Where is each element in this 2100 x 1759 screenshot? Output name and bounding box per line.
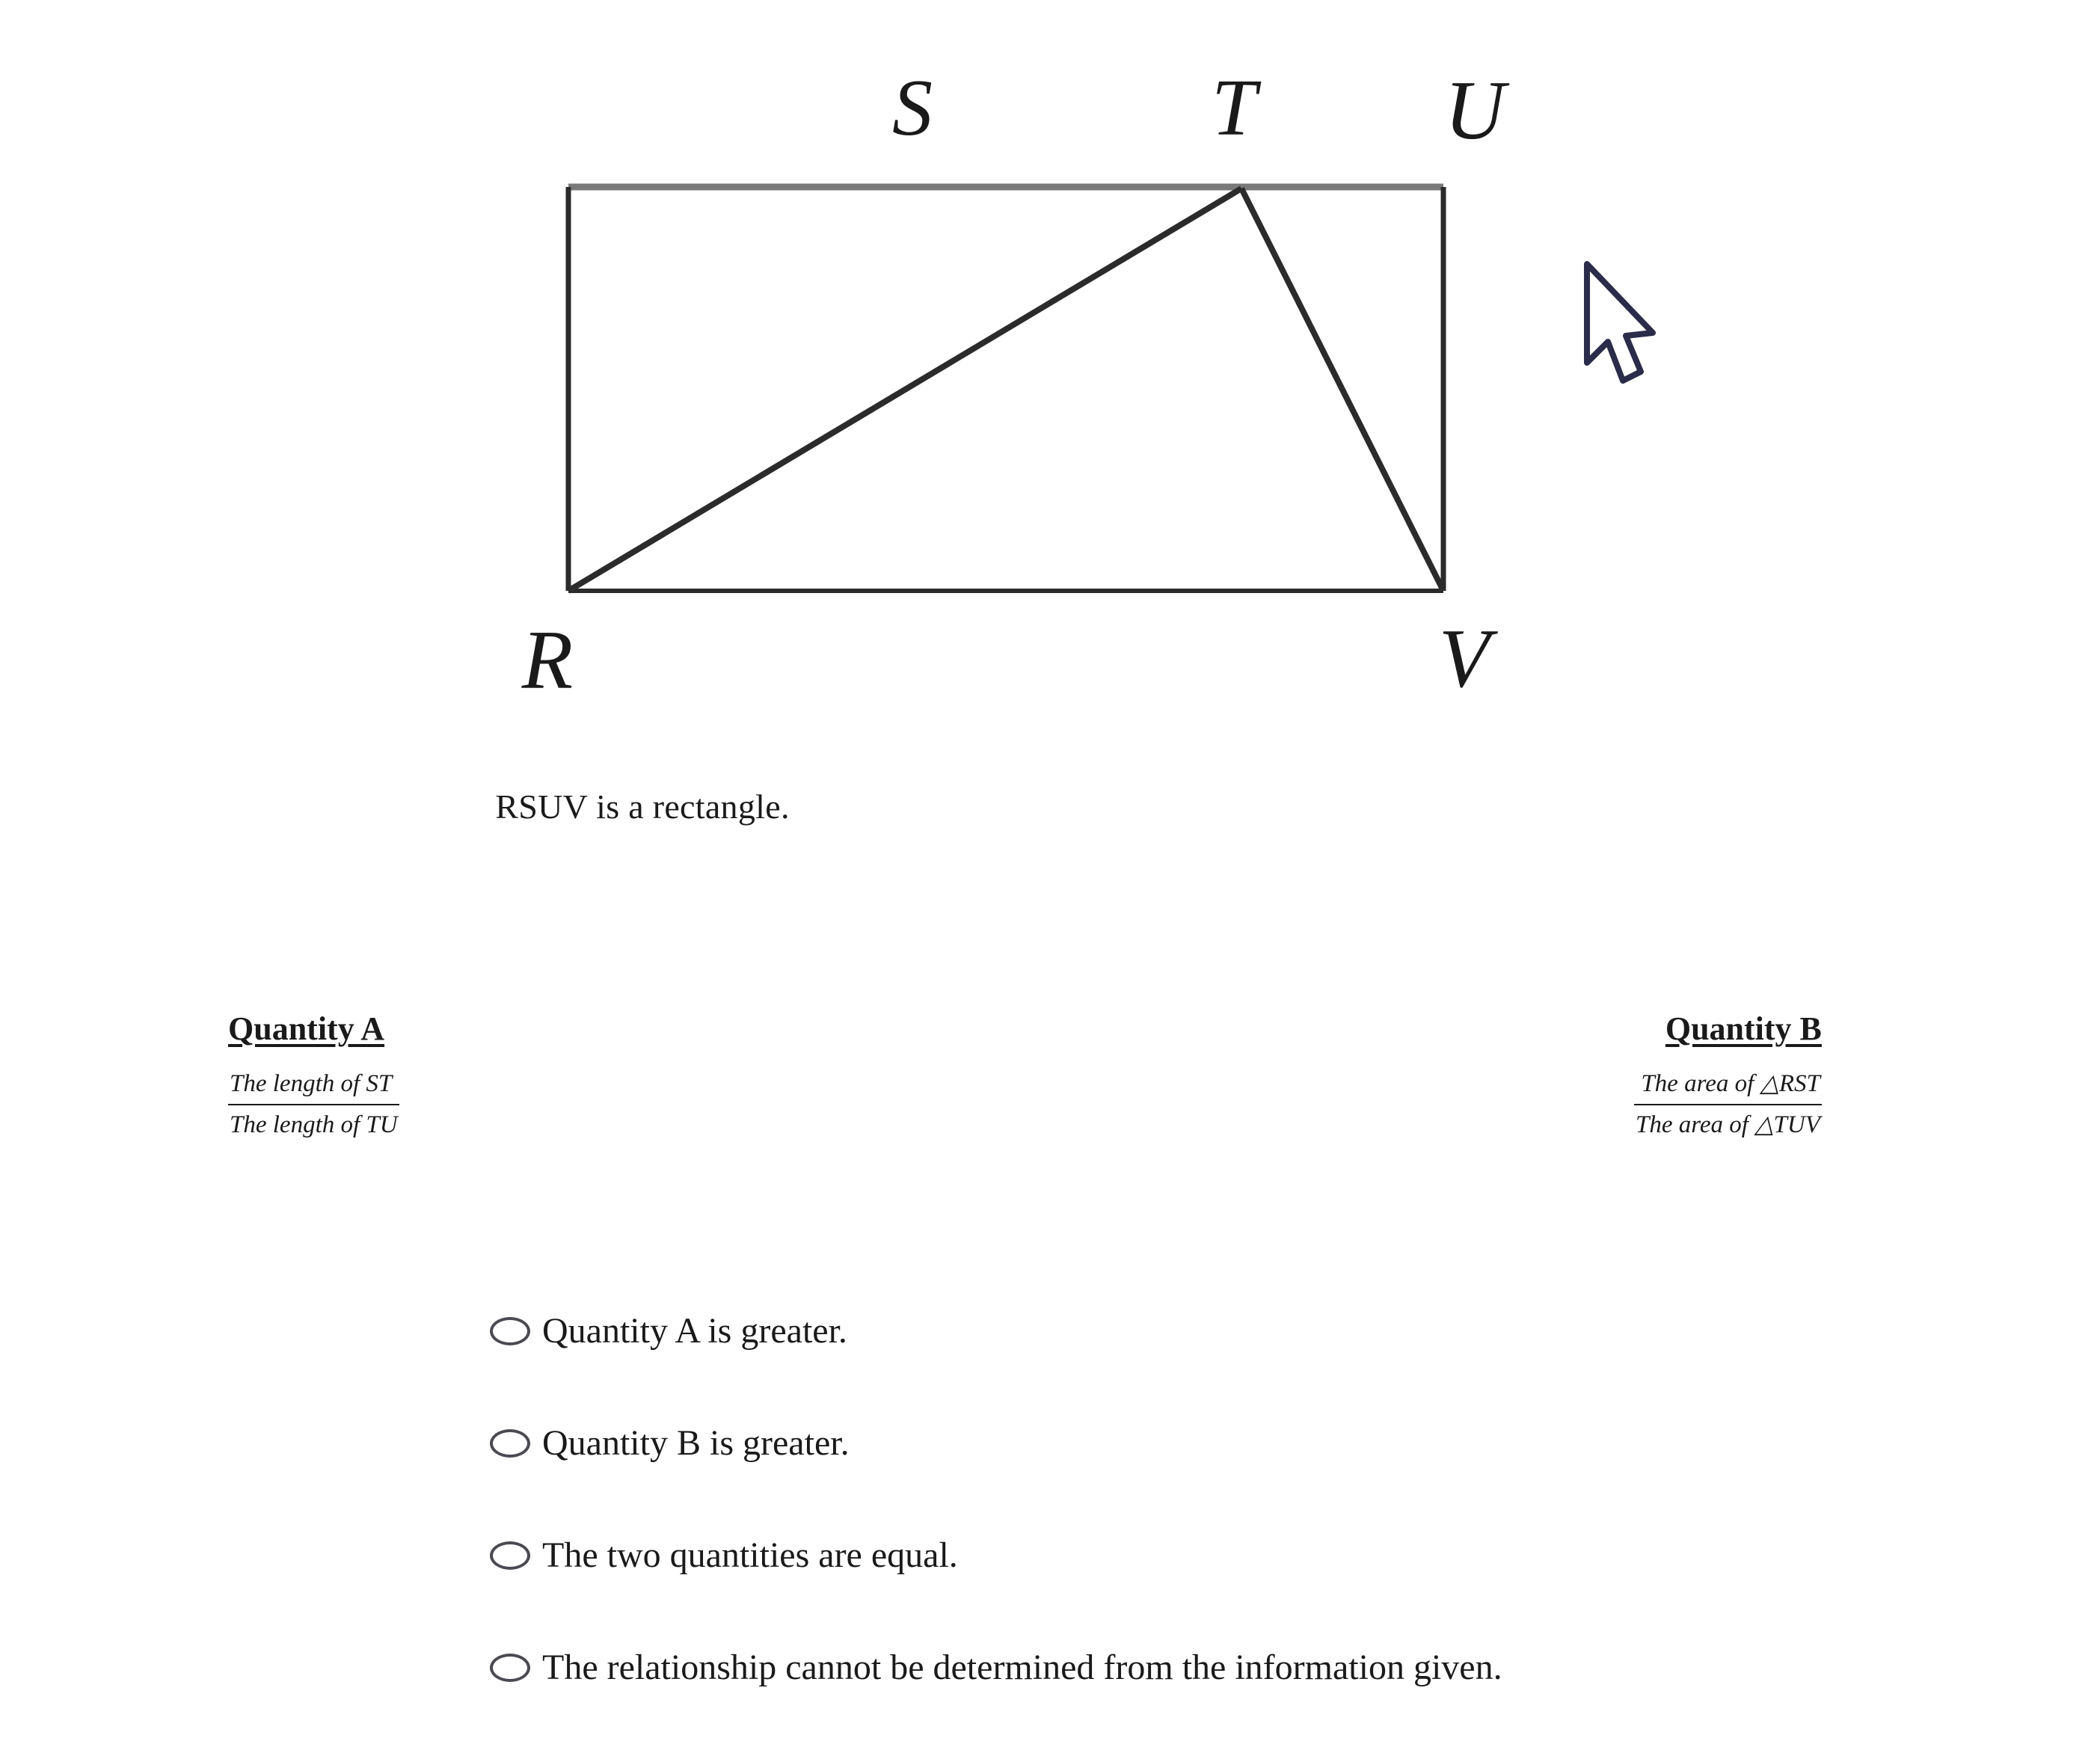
- quantity-a-title: Quantity A: [228, 1010, 385, 1047]
- quantity-b-fraction: [1634, 1048, 1822, 1141]
- rectangle-rsuv-diagram: [419, 15, 1690, 733]
- quantity-a-denominator: The length of TU: [230, 1111, 398, 1138]
- label-U: U: [1444, 64, 1505, 157]
- option-label[interactable]: The two quantities are equal.: [542, 1535, 958, 1575]
- option-row[interactable]: [490, 1275, 2060, 1387]
- radio-button-icon[interactable]: [490, 1317, 530, 1345]
- segment-TV: [1241, 188, 1443, 591]
- option-row[interactable]: [490, 1612, 2060, 1724]
- geometry-figure: [0, 0, 2100, 748]
- quantity-b-numerator: The area of △RST: [1634, 1067, 1822, 1105]
- figure-caption: [0, 787, 2100, 826]
- label-R: R: [521, 614, 574, 707]
- label-S: S: [892, 64, 933, 153]
- quantity-comparison: [0, 1010, 2100, 1234]
- radio-button-icon[interactable]: [490, 1541, 530, 1570]
- option-label[interactable]: Quantity A is greater.: [542, 1311, 847, 1351]
- segment-RT: [568, 188, 1241, 591]
- quantity-b-block: [1634, 1010, 1822, 1141]
- option-row[interactable]: [490, 1387, 2060, 1499]
- radio-button-icon[interactable]: [490, 1429, 530, 1458]
- quantity-a-numerator: The length of ST: [228, 1067, 399, 1105]
- quantity-a-block: [228, 1010, 399, 1141]
- label-T: T: [1211, 64, 1257, 153]
- figure-caption-text: RSUV is a rectangle.: [495, 788, 790, 826]
- quantity-b-denominator: The area of △TUV: [1636, 1111, 1820, 1138]
- quantity-b-title: Quantity B: [1665, 1010, 1822, 1047]
- answer-options: [490, 1275, 2060, 1724]
- radio-button-icon[interactable]: [490, 1654, 530, 1682]
- option-row[interactable]: [490, 1499, 2060, 1612]
- option-label[interactable]: The relationship cannot be determined from the information given.: [542, 1648, 1502, 1687]
- label-V: V: [1438, 613, 1490, 705]
- quantity-a-fraction: [228, 1048, 399, 1141]
- option-label[interactable]: Quantity B is greater.: [542, 1423, 850, 1463]
